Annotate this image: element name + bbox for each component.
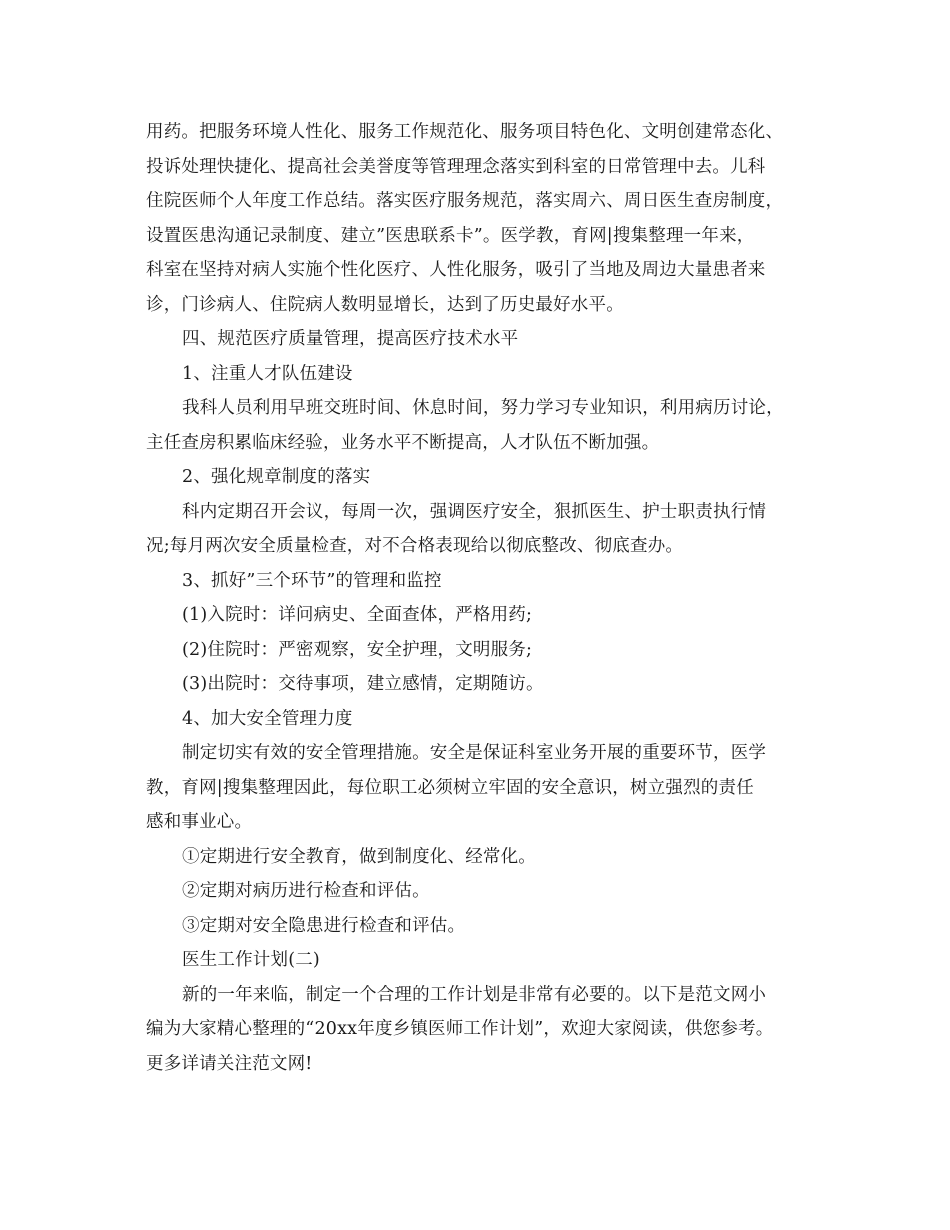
text-line: 科室在坚持对病人实施个性化医疗、人性化服务，吸引了当地及周边大量患者来 — [146, 260, 766, 280]
list-item: ②定期对病历进行检查和评估。 — [182, 881, 430, 901]
subsection-heading: 1、注重人才队伍建设 — [182, 363, 353, 384]
subsection-heading: 4、加大安全管理力度 — [182, 708, 353, 729]
text-line: 制定切实有效的安全管理措施。安全是保证科室业务开展的重要环节，医学 — [182, 743, 767, 763]
text-line: 更多详请关注范文网! — [146, 1053, 313, 1074]
list-item: ③定期对安全隐患进行检查和评估。 — [182, 915, 466, 936]
subsection-heading: 3、抓好”三个环节”的管理和监控 — [182, 570, 442, 591]
text-line: 主任查房积累临床经验，业务水平不断提高，人才队伍不断加强。 — [146, 432, 660, 453]
subsection-heading: 2、强化规章制度的落实 — [182, 467, 371, 487]
text-line: 住院医师个人年度工作总结。落实医疗服务规范，落实周六、周日医生查房制度， — [146, 191, 784, 211]
list-item: (2)住院时：严密观察，安全护理，文明服务; — [182, 639, 533, 660]
text-line: 设置医患沟通记录制度、建立”医患联系卡”。医学教，育网|搜集整理一年来， — [146, 225, 755, 246]
list-item: (1)入院时：详问病史、全面查体，严格用药; — [182, 605, 533, 625]
list-item: ①定期进行安全教育，做到制度化、经常化。 — [182, 846, 536, 867]
text-line: 诊，门诊病人、住院病人数明显增长，达到了历史最好水平。 — [146, 294, 624, 315]
document-body — [146, 115, 814, 1081]
text-line: 投诉处理快捷化、提高社会美誉度等管理理念落实到科室的日常管理中去。儿科 — [146, 156, 766, 177]
list-item: (3)出院时：交待事项，建立感情，定期随访。 — [182, 674, 544, 694]
section-heading: 四、规范医疗质量管理，提高医疗技术水平 — [182, 329, 519, 349]
text-line: 感和事业心。 — [146, 812, 253, 832]
text-line: 编为大家精心整理的“20xx年度乡镇医师工作计划”，欢迎大家阅读，供您参考。 — [146, 1019, 774, 1039]
text-line: 况;每月两次安全质量检查，对不合格表现给以彻底整改、彻底查办。 — [146, 536, 684, 556]
text-line: 新的一年来临，制定一个合理的工作计划是非常有必要的。以下是范文网小 — [182, 984, 767, 1005]
text-line: 我科人员利用早班交班时间、休息时间，努力学习专业知识，利用病历讨论， — [182, 398, 784, 418]
text-line: 教，育网|搜集整理因此，每位职工必须树立牢固的安全意识，树立强烈的责任 — [146, 777, 754, 798]
section-heading: 医生工作计划(二) — [182, 950, 320, 970]
text-line: 用药。把服务环境人性化、服务工作规范化、服务项目特色化、文明创建常态化、 — [146, 122, 784, 142]
text-line: 科内定期召开会议，每周一次，强调医疗安全，狠抓医生、护士职责执行情 — [182, 501, 767, 522]
